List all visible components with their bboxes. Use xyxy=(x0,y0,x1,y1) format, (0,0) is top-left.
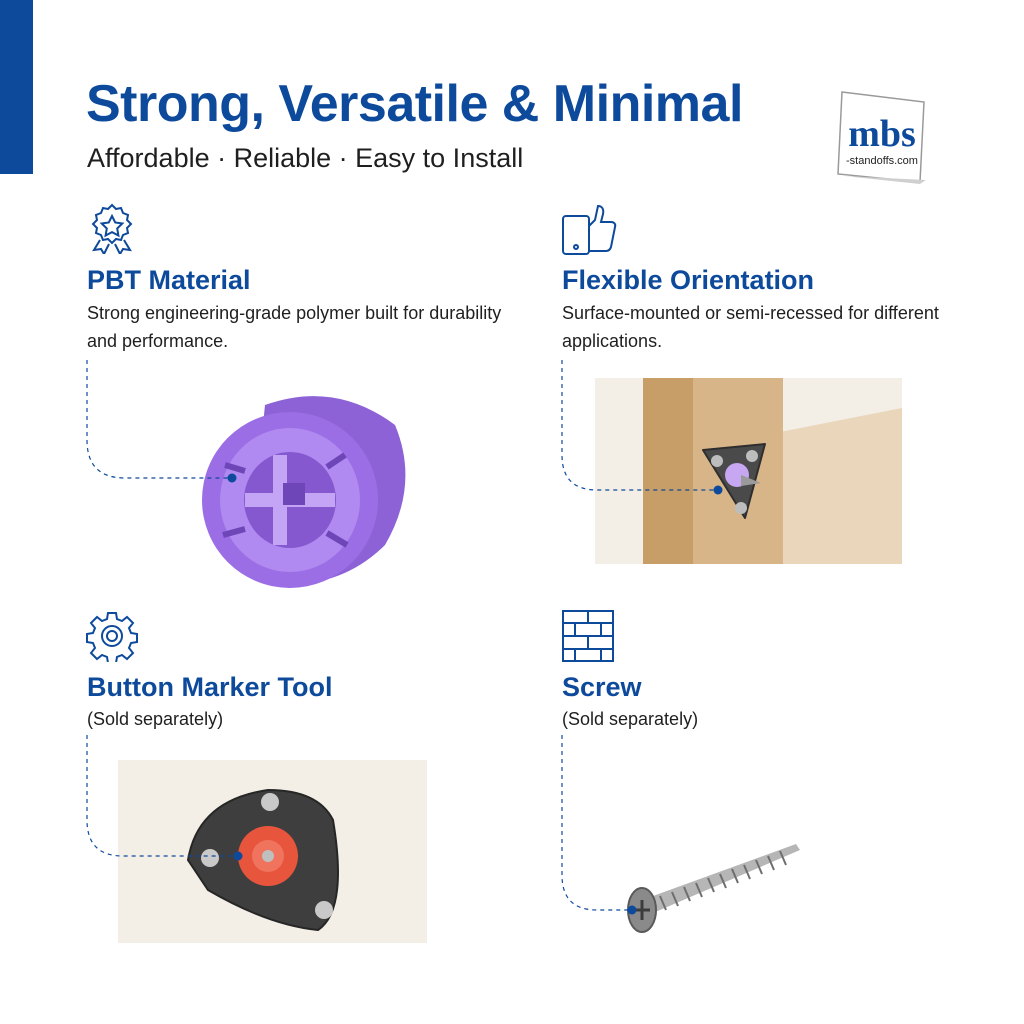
feature-desc-pbt: Strong engineering-grade polymer built for durability and performance. xyxy=(87,303,502,351)
feature-title-pbt: PBT Material xyxy=(87,265,251,295)
page-subtitle: Affordable · Reliable · Easy to Install xyxy=(87,143,524,173)
button-marker-image xyxy=(118,760,427,943)
logo-mark: mbs xyxy=(848,113,916,155)
pbt-standoff-image xyxy=(195,385,420,595)
feature-desc-orientation: Surface-mounted or semi-recessed for different applications. xyxy=(562,303,939,351)
feature-title-orientation: Flexible Orientation xyxy=(562,265,815,295)
wood-post-image xyxy=(595,378,902,564)
feature-title-screw: Screw xyxy=(562,672,642,702)
thumbs-up-icon xyxy=(561,202,617,256)
feature-desc-screw: (Sold separately) xyxy=(562,709,699,729)
logo-site: -standoffs.com xyxy=(846,155,918,167)
brick-wall-icon xyxy=(561,609,615,663)
feature-desc-marker: (Sold separately) xyxy=(87,709,224,729)
brand-logo xyxy=(836,88,936,188)
award-star-icon xyxy=(86,202,138,254)
feature-title-marker: Button Marker Tool xyxy=(87,672,333,702)
screw-image xyxy=(620,830,810,935)
page-title: Strong, Versatile & Minimal xyxy=(86,75,743,133)
gear-icon xyxy=(86,610,138,662)
accent-bar xyxy=(0,0,33,174)
